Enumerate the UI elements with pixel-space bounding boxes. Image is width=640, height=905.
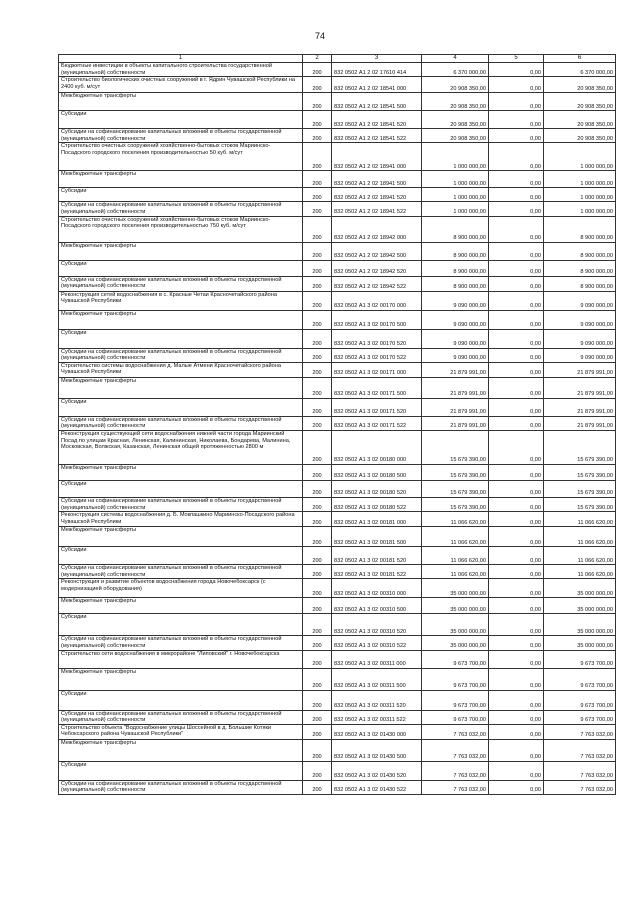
row-amount: 20 908 350,00: [422, 93, 489, 111]
row-amount: 7 763 032,00: [422, 739, 489, 761]
row-change: 0,00: [489, 650, 544, 668]
column-number-header: 2: [303, 55, 332, 63]
table-row: [59, 260, 616, 276]
row-admin-code: 200: [303, 464, 332, 480]
row-budget-code: 832 0502 А1 3 02 00170 520: [332, 329, 422, 348]
row-total: 1 000 000,00: [544, 143, 616, 171]
row-change: 0,00: [489, 565, 544, 579]
row-budget-code: 832 0502 А1 2 02 18541 520: [332, 111, 422, 129]
row-description: Субсидии: [59, 111, 303, 129]
row-amount: 1 000 000,00: [422, 143, 489, 171]
row-amount: 9 090 000,00: [422, 329, 489, 348]
table-row: [59, 310, 616, 329]
row-admin-code: 200: [303, 724, 332, 739]
row-total: 35 000 000,00: [544, 598, 616, 614]
row-total: 9 673 700,00: [544, 668, 616, 690]
row-amount: 9 673 700,00: [422, 690, 489, 710]
row-budget-code: 832 0502 А1 3 02 00180 520: [332, 480, 422, 497]
table-row: [59, 547, 616, 565]
row-admin-code: 200: [303, 430, 332, 464]
budget-table: [58, 54, 616, 795]
row-total: 1 000 000,00: [544, 202, 616, 216]
row-budget-code: 832 0502 А1 3 02 00180 500: [332, 464, 422, 480]
row-admin-code: 200: [303, 143, 332, 171]
row-admin-code: 200: [303, 636, 332, 650]
row-admin-code: 200: [303, 710, 332, 724]
row-admin-code: 200: [303, 690, 332, 710]
table-row: [59, 348, 616, 362]
row-description: Субсидии: [59, 761, 303, 780]
row-amount: 9 090 000,00: [422, 310, 489, 329]
row-description: Межбюджетные трансферты: [59, 93, 303, 111]
row-amount: 1 000 000,00: [422, 188, 489, 202]
row-total: 6 370 000,00: [544, 63, 616, 77]
column-number-header: 1: [59, 55, 303, 63]
row-total: 9 090 000,00: [544, 310, 616, 329]
row-total: 11 066 620,00: [544, 565, 616, 579]
row-budget-code: 832 0502 А1 3 02 00310 500: [332, 598, 422, 614]
row-admin-code: 200: [303, 93, 332, 111]
row-admin-code: 200: [303, 739, 332, 761]
table-row: [59, 739, 616, 761]
row-change: 0,00: [489, 171, 544, 188]
row-admin-code: 200: [303, 598, 332, 614]
row-description: Строительство сети водоснабжения в микрорайоне "Липовский" г. Новочебоксарска: [59, 650, 303, 668]
row-change: 0,00: [489, 310, 544, 329]
row-budget-code: 832 0502 А1 3 02 00311 000: [332, 650, 422, 668]
table-row: [59, 780, 616, 794]
row-admin-code: 200: [303, 761, 332, 780]
row-amount: 15 679 390,00: [422, 480, 489, 497]
table-row: [59, 614, 616, 636]
row-change: 0,00: [489, 276, 544, 291]
row-description: Строительство биологических очистных сооружений в г. Ядрин Чувашской Республики на 2400 куб. м/сут: [59, 77, 303, 93]
row-change: 0,00: [489, 636, 544, 650]
row-total: 15 679 390,00: [544, 497, 616, 511]
row-admin-code: 200: [303, 614, 332, 636]
row-total: 11 066 620,00: [544, 547, 616, 565]
row-budget-code: 832 0502 А1 2 02 18941 520: [332, 188, 422, 202]
row-admin-code: 200: [303, 202, 332, 216]
row-change: 0,00: [489, 111, 544, 129]
row-amount: 7 763 032,00: [422, 780, 489, 794]
row-admin-code: 200: [303, 579, 332, 598]
row-description: Субсидии: [59, 188, 303, 202]
row-admin-code: 200: [303, 310, 332, 329]
row-budget-code: 832 0502 А1 3 02 00311 520: [332, 690, 422, 710]
row-description: Строительство очистных сооружений хозяйственно-бытовых стоков Мариинско-Посадского городского поселения производительностью 50 куб. м/сут: [59, 143, 303, 171]
row-description: Субсидии на софинансирование капитальных вложений в объекты государственной (муниципальной) собственности: [59, 636, 303, 650]
table-row: [59, 398, 616, 416]
row-budget-code: 832 0502 А1 3 02 00310 522: [332, 636, 422, 650]
row-admin-code: 200: [303, 480, 332, 497]
row-admin-code: 200: [303, 276, 332, 291]
row-amount: 35 000 000,00: [422, 579, 489, 598]
row-admin-code: 200: [303, 242, 332, 260]
row-admin-code: 200: [303, 497, 332, 511]
row-total: 15 679 390,00: [544, 480, 616, 497]
row-total: 20 908 350,00: [544, 93, 616, 111]
row-change: 0,00: [489, 690, 544, 710]
row-description: Субсидии на софинансирование капитальных вложений в объекты государственной (муниципальной) собственности: [59, 710, 303, 724]
row-amount: 8 900 000,00: [422, 242, 489, 260]
row-total: 9 673 700,00: [544, 710, 616, 724]
row-change: 0,00: [489, 430, 544, 464]
row-change: 0,00: [489, 188, 544, 202]
row-amount: 8 900 000,00: [422, 276, 489, 291]
row-description: Межбюджетные трансферты: [59, 739, 303, 761]
row-amount: 9 673 700,00: [422, 668, 489, 690]
row-change: 0,00: [489, 93, 544, 111]
row-description: Субсидии: [59, 480, 303, 497]
column-number-header: 4: [422, 55, 489, 63]
row-description: Субсидии на софинансирование капитальных вложений в объекты государственной (муниципальной) собственности: [59, 276, 303, 291]
row-change: 0,00: [489, 598, 544, 614]
row-amount: 15 679 390,00: [422, 464, 489, 480]
row-total: 7 763 032,00: [544, 739, 616, 761]
row-budget-code: 832 0502 А1 2 02 18541 500: [332, 93, 422, 111]
row-admin-code: 200: [303, 565, 332, 579]
row-budget-code: 832 0502 А1 3 02 00171 500: [332, 377, 422, 398]
table-row: [59, 329, 616, 348]
row-amount: 21 879 991,00: [422, 377, 489, 398]
row-change: 0,00: [489, 497, 544, 511]
row-admin-code: 200: [303, 398, 332, 416]
row-description: Межбюджетные трансферты: [59, 598, 303, 614]
row-amount: 9 090 000,00: [422, 348, 489, 362]
row-admin-code: 200: [303, 650, 332, 668]
row-admin-code: 200: [303, 63, 332, 77]
table-row: [59, 377, 616, 398]
table-row: [59, 690, 616, 710]
row-total: 7 763 032,00: [544, 761, 616, 780]
row-budget-code: 832 0502 А1 3 02 00180 522: [332, 497, 422, 511]
row-budget-code: 832 0502 А1 2 02 18942 000: [332, 216, 422, 242]
row-budget-code: 832 0502 А1 3 02 00180 000: [332, 430, 422, 464]
table-row: [59, 636, 616, 650]
row-total: 21 879 991,00: [544, 416, 616, 430]
row-budget-code: 832 0502 А1 3 02 00311 500: [332, 668, 422, 690]
row-budget-code: 832 0502 А1 2 02 18941 522: [332, 202, 422, 216]
row-total: 20 908 350,00: [544, 111, 616, 129]
row-admin-code: 200: [303, 111, 332, 129]
row-change: 0,00: [489, 668, 544, 690]
row-description: Субсидии на софинансирование капитальных вложений в объекты государственной (муниципальной) собственности: [59, 497, 303, 511]
row-description: Межбюджетные трансферты: [59, 668, 303, 690]
row-amount: 9 673 700,00: [422, 650, 489, 668]
row-budget-code: 832 0502 А1 2 02 18541 522: [332, 129, 422, 143]
row-amount: 1 000 000,00: [422, 171, 489, 188]
row-amount: 11 066 620,00: [422, 527, 489, 547]
row-budget-code: 832 0502 А1 3 02 01430 520: [332, 761, 422, 780]
row-amount: 20 908 350,00: [422, 111, 489, 129]
row-admin-code: 200: [303, 362, 332, 377]
row-description: Межбюджетные трансферты: [59, 527, 303, 547]
row-total: 8 900 000,00: [544, 260, 616, 276]
row-change: 0,00: [489, 579, 544, 598]
table-row: [59, 362, 616, 377]
row-amount: 11 066 620,00: [422, 547, 489, 565]
table-row: [59, 143, 616, 171]
row-admin-code: 200: [303, 527, 332, 547]
row-total: 8 900 000,00: [544, 276, 616, 291]
row-change: 0,00: [489, 710, 544, 724]
row-amount: 11 066 620,00: [422, 565, 489, 579]
row-description: Субсидии на софинансирование капитальных вложений в объекты государственной (муниципальной) собственности: [59, 129, 303, 143]
row-description: Субсидии на софинансирование капитальных вложений в объекты государственной (муниципальной) собственности: [59, 348, 303, 362]
row-description: Межбюджетные трансферты: [59, 377, 303, 398]
row-change: 0,00: [489, 527, 544, 547]
row-total: 15 679 390,00: [544, 464, 616, 480]
row-description: Субсидии: [59, 260, 303, 276]
row-total: 35 000 000,00: [544, 614, 616, 636]
row-change: 0,00: [489, 480, 544, 497]
row-description: Межбюджетные трансферты: [59, 464, 303, 480]
row-description: Строительство очистных сооружений хозяйственно-бытовых стоков Мариинско-Посадского городского поселения производительностью 750 куб. м/сут: [59, 216, 303, 242]
row-admin-code: 200: [303, 668, 332, 690]
table-row: [59, 63, 616, 77]
row-change: 0,00: [489, 329, 544, 348]
row-budget-code: 832 0502 А1 2 02 18942 500: [332, 242, 422, 260]
row-budget-code: 832 0502 А1 3 02 00171 522: [332, 416, 422, 430]
row-total: 8 900 000,00: [544, 216, 616, 242]
table-row: [59, 710, 616, 724]
table-row: [59, 129, 616, 143]
row-admin-code: 200: [303, 216, 332, 242]
row-change: 0,00: [489, 242, 544, 260]
row-description: Субсидии: [59, 398, 303, 416]
table-row: [59, 291, 616, 310]
row-admin-code: 200: [303, 547, 332, 565]
row-amount: 8 900 000,00: [422, 260, 489, 276]
row-budget-code: 832 0502 А1 3 02 00310 000: [332, 579, 422, 598]
row-amount: 1 000 000,00: [422, 202, 489, 216]
table-row: [59, 188, 616, 202]
row-total: 35 000 000,00: [544, 636, 616, 650]
row-budget-code: 832 0502 А1 2 02 17610 414: [332, 63, 422, 77]
row-change: 0,00: [489, 63, 544, 77]
row-change: 0,00: [489, 291, 544, 310]
row-total: 35 000 000,00: [544, 579, 616, 598]
row-budget-code: 832 0502 А1 3 02 01430 522: [332, 780, 422, 794]
row-total: 21 879 991,00: [544, 362, 616, 377]
row-admin-code: 200: [303, 188, 332, 202]
row-amount: 15 679 390,00: [422, 430, 489, 464]
table-header-row: [59, 55, 616, 63]
row-description: Межбюджетные трансферты: [59, 242, 303, 260]
row-budget-code: 832 0502 А1 3 02 01430 500: [332, 739, 422, 761]
table-row: [59, 416, 616, 430]
row-total: 20 908 350,00: [544, 129, 616, 143]
row-change: 0,00: [489, 377, 544, 398]
row-change: 0,00: [489, 614, 544, 636]
table-row: [59, 512, 616, 527]
table-row: [59, 430, 616, 464]
table-row: [59, 497, 616, 511]
row-change: 0,00: [489, 547, 544, 565]
row-description: Реконструкция системы водоснабжения д. Б. Мокпашкино Мариинско-Посадского района Чувашской Республики: [59, 512, 303, 527]
row-admin-code: 200: [303, 260, 332, 276]
row-change: 0,00: [489, 398, 544, 416]
row-description: Межбюджетные трансферты: [59, 310, 303, 329]
row-total: 8 900 000,00: [544, 242, 616, 260]
row-total: 1 000 000,00: [544, 171, 616, 188]
column-number-header: 3: [332, 55, 422, 63]
table-row: [59, 276, 616, 291]
table-row: [59, 527, 616, 547]
table-row: [59, 202, 616, 216]
row-amount: 35 000 000,00: [422, 636, 489, 650]
row-description: Строительство объекта "Водоснабжение улицы Шоссейной в д. Большие Котяки Чебоксарского района Чувашской Республики": [59, 724, 303, 739]
row-amount: 21 879 991,00: [422, 362, 489, 377]
row-total: 21 879 991,00: [544, 398, 616, 416]
row-description: Субсидии на софинансирование капитальных вложений в объекты государственной (муниципальной) собственности: [59, 565, 303, 579]
row-change: 0,00: [489, 780, 544, 794]
row-change: 0,00: [489, 216, 544, 242]
row-description: Межбюджетные трансферты: [59, 171, 303, 188]
table-row: [59, 93, 616, 111]
row-budget-code: 832 0502 А1 3 02 00181 520: [332, 547, 422, 565]
row-change: 0,00: [489, 761, 544, 780]
row-budget-code: 832 0502 А1 3 02 00181 000: [332, 512, 422, 527]
row-amount: 8 900 000,00: [422, 216, 489, 242]
row-admin-code: 200: [303, 377, 332, 398]
table-row: [59, 242, 616, 260]
table-row: [59, 216, 616, 242]
row-budget-code: 832 0502 А1 2 02 18941 500: [332, 171, 422, 188]
row-amount: 21 879 991,00: [422, 416, 489, 430]
row-admin-code: 200: [303, 780, 332, 794]
row-admin-code: 200: [303, 512, 332, 527]
row-amount: 9 673 700,00: [422, 710, 489, 724]
row-amount: 7 763 032,00: [422, 724, 489, 739]
row-amount: 20 908 350,00: [422, 129, 489, 143]
row-budget-code: 832 0502 А1 3 02 00181 500: [332, 527, 422, 547]
row-budget-code: 832 0502 А1 3 02 00310 520: [332, 614, 422, 636]
row-total: 9 090 000,00: [544, 348, 616, 362]
page-number: 74: [314, 31, 325, 41]
row-budget-code: 832 0502 А1 3 02 00170 522: [332, 348, 422, 362]
table-row: [59, 464, 616, 480]
row-change: 0,00: [489, 362, 544, 377]
row-budget-code: 832 0502 А1 3 02 01430 000: [332, 724, 422, 739]
row-total: 9 673 700,00: [544, 690, 616, 710]
table-row: [59, 579, 616, 598]
row-budget-code: 832 0502 А1 2 02 18541 000: [332, 77, 422, 93]
row-total: 20 908 350,00: [544, 77, 616, 93]
row-description: Субсидии на софинансирование капитальных вложений в объекты государственной (муниципальной) собственности: [59, 780, 303, 794]
row-total: 15 679 390,00: [544, 430, 616, 464]
row-budget-code: 832 0502 А1 2 02 18942 522: [332, 276, 422, 291]
table-row: [59, 565, 616, 579]
row-budget-code: 832 0502 А1 2 02 18941 000: [332, 143, 422, 171]
table-row: [59, 77, 616, 93]
column-number-header: 5: [489, 55, 544, 63]
row-total: 9 090 000,00: [544, 329, 616, 348]
row-description: Субсидии: [59, 329, 303, 348]
row-change: 0,00: [489, 348, 544, 362]
row-description: Реконструкция существующей сети водоснабжения нижней части города Мариинский Посад по улицам Красная, Ленинская, Калининская, Николаева, Бондарева, Малинина, Московская, Волжская, Казанская, Ленинская общей протяженностью 2800 м: [59, 430, 303, 464]
row-change: 0,00: [489, 202, 544, 216]
row-amount: 9 090 000,00: [422, 291, 489, 310]
row-budget-code: 832 0502 А1 3 02 00311 522: [332, 710, 422, 724]
row-description: Бюджетные инвестиции в объекты капитального строительства государственной (муниципальной) собственности: [59, 63, 303, 77]
table-row: [59, 480, 616, 497]
row-total: 9 090 000,00: [544, 291, 616, 310]
table-row: [59, 761, 616, 780]
table-row: [59, 668, 616, 690]
row-description: Субсидии: [59, 690, 303, 710]
row-description: Субсидии на софинансирование капитальных вложений в объекты государственной (муниципальной) собственности: [59, 416, 303, 430]
row-amount: 35 000 000,00: [422, 598, 489, 614]
row-amount: 35 000 000,00: [422, 614, 489, 636]
row-budget-code: 832 0502 А1 3 02 00171 520: [332, 398, 422, 416]
table-row: [59, 650, 616, 668]
row-amount: 20 908 350,00: [422, 77, 489, 93]
row-amount: 7 763 032,00: [422, 761, 489, 780]
row-amount: 6 370 000,00: [422, 63, 489, 77]
row-change: 0,00: [489, 416, 544, 430]
row-total: 7 763 032,00: [544, 780, 616, 794]
row-admin-code: 200: [303, 171, 332, 188]
table-row: [59, 598, 616, 614]
row-change: 0,00: [489, 143, 544, 171]
row-description: Субсидии: [59, 614, 303, 636]
row-amount: 15 679 390,00: [422, 497, 489, 511]
table-row: [59, 111, 616, 129]
row-budget-code: 832 0502 А1 2 02 18942 520: [332, 260, 422, 276]
row-total: 21 879 991,00: [544, 377, 616, 398]
row-admin-code: 200: [303, 291, 332, 310]
row-change: 0,00: [489, 739, 544, 761]
row-amount: 21 879 991,00: [422, 398, 489, 416]
table-row: [59, 171, 616, 188]
row-description: Строительство системы водоснабжения д. Малые Атмени Красночетайского района Чувашской Республики: [59, 362, 303, 377]
row-change: 0,00: [489, 464, 544, 480]
row-total: 1 000 000,00: [544, 188, 616, 202]
row-change: 0,00: [489, 129, 544, 143]
row-change: 0,00: [489, 512, 544, 527]
row-budget-code: 832 0502 А1 3 02 00170 500: [332, 310, 422, 329]
row-change: 0,00: [489, 260, 544, 276]
row-total: 7 763 032,00: [544, 724, 616, 739]
column-number-header: 6: [544, 55, 616, 63]
row-admin-code: 200: [303, 129, 332, 143]
table-row: [59, 724, 616, 739]
row-budget-code: 832 0502 А1 3 02 00171 000: [332, 362, 422, 377]
row-description: Реконструкция и развитие объектов водоснабжения города Новочебоксарск (с модернизацией оборудования): [59, 579, 303, 598]
row-admin-code: 200: [303, 348, 332, 362]
row-admin-code: 200: [303, 77, 332, 93]
row-total: 11 066 620,00: [544, 512, 616, 527]
row-change: 0,00: [489, 724, 544, 739]
row-description: Субсидии на софинансирование капитальных вложений в объекты государственной (муниципальной) собственности: [59, 202, 303, 216]
row-budget-code: 832 0502 А1 3 02 00170 000: [332, 291, 422, 310]
row-change: 0,00: [489, 77, 544, 93]
row-amount: 11 066 620,00: [422, 512, 489, 527]
row-description: Субсидии: [59, 547, 303, 565]
row-description: Реконструкция сетей водоснабжения в с. Красные Четаи Красночетайского района Чувашской Республики: [59, 291, 303, 310]
row-total: 9 673 700,00: [544, 650, 616, 668]
row-total: 11 066 620,00: [544, 527, 616, 547]
row-budget-code: 832 0502 А1 3 02 00181 522: [332, 565, 422, 579]
row-admin-code: 200: [303, 416, 332, 430]
row-admin-code: 200: [303, 329, 332, 348]
